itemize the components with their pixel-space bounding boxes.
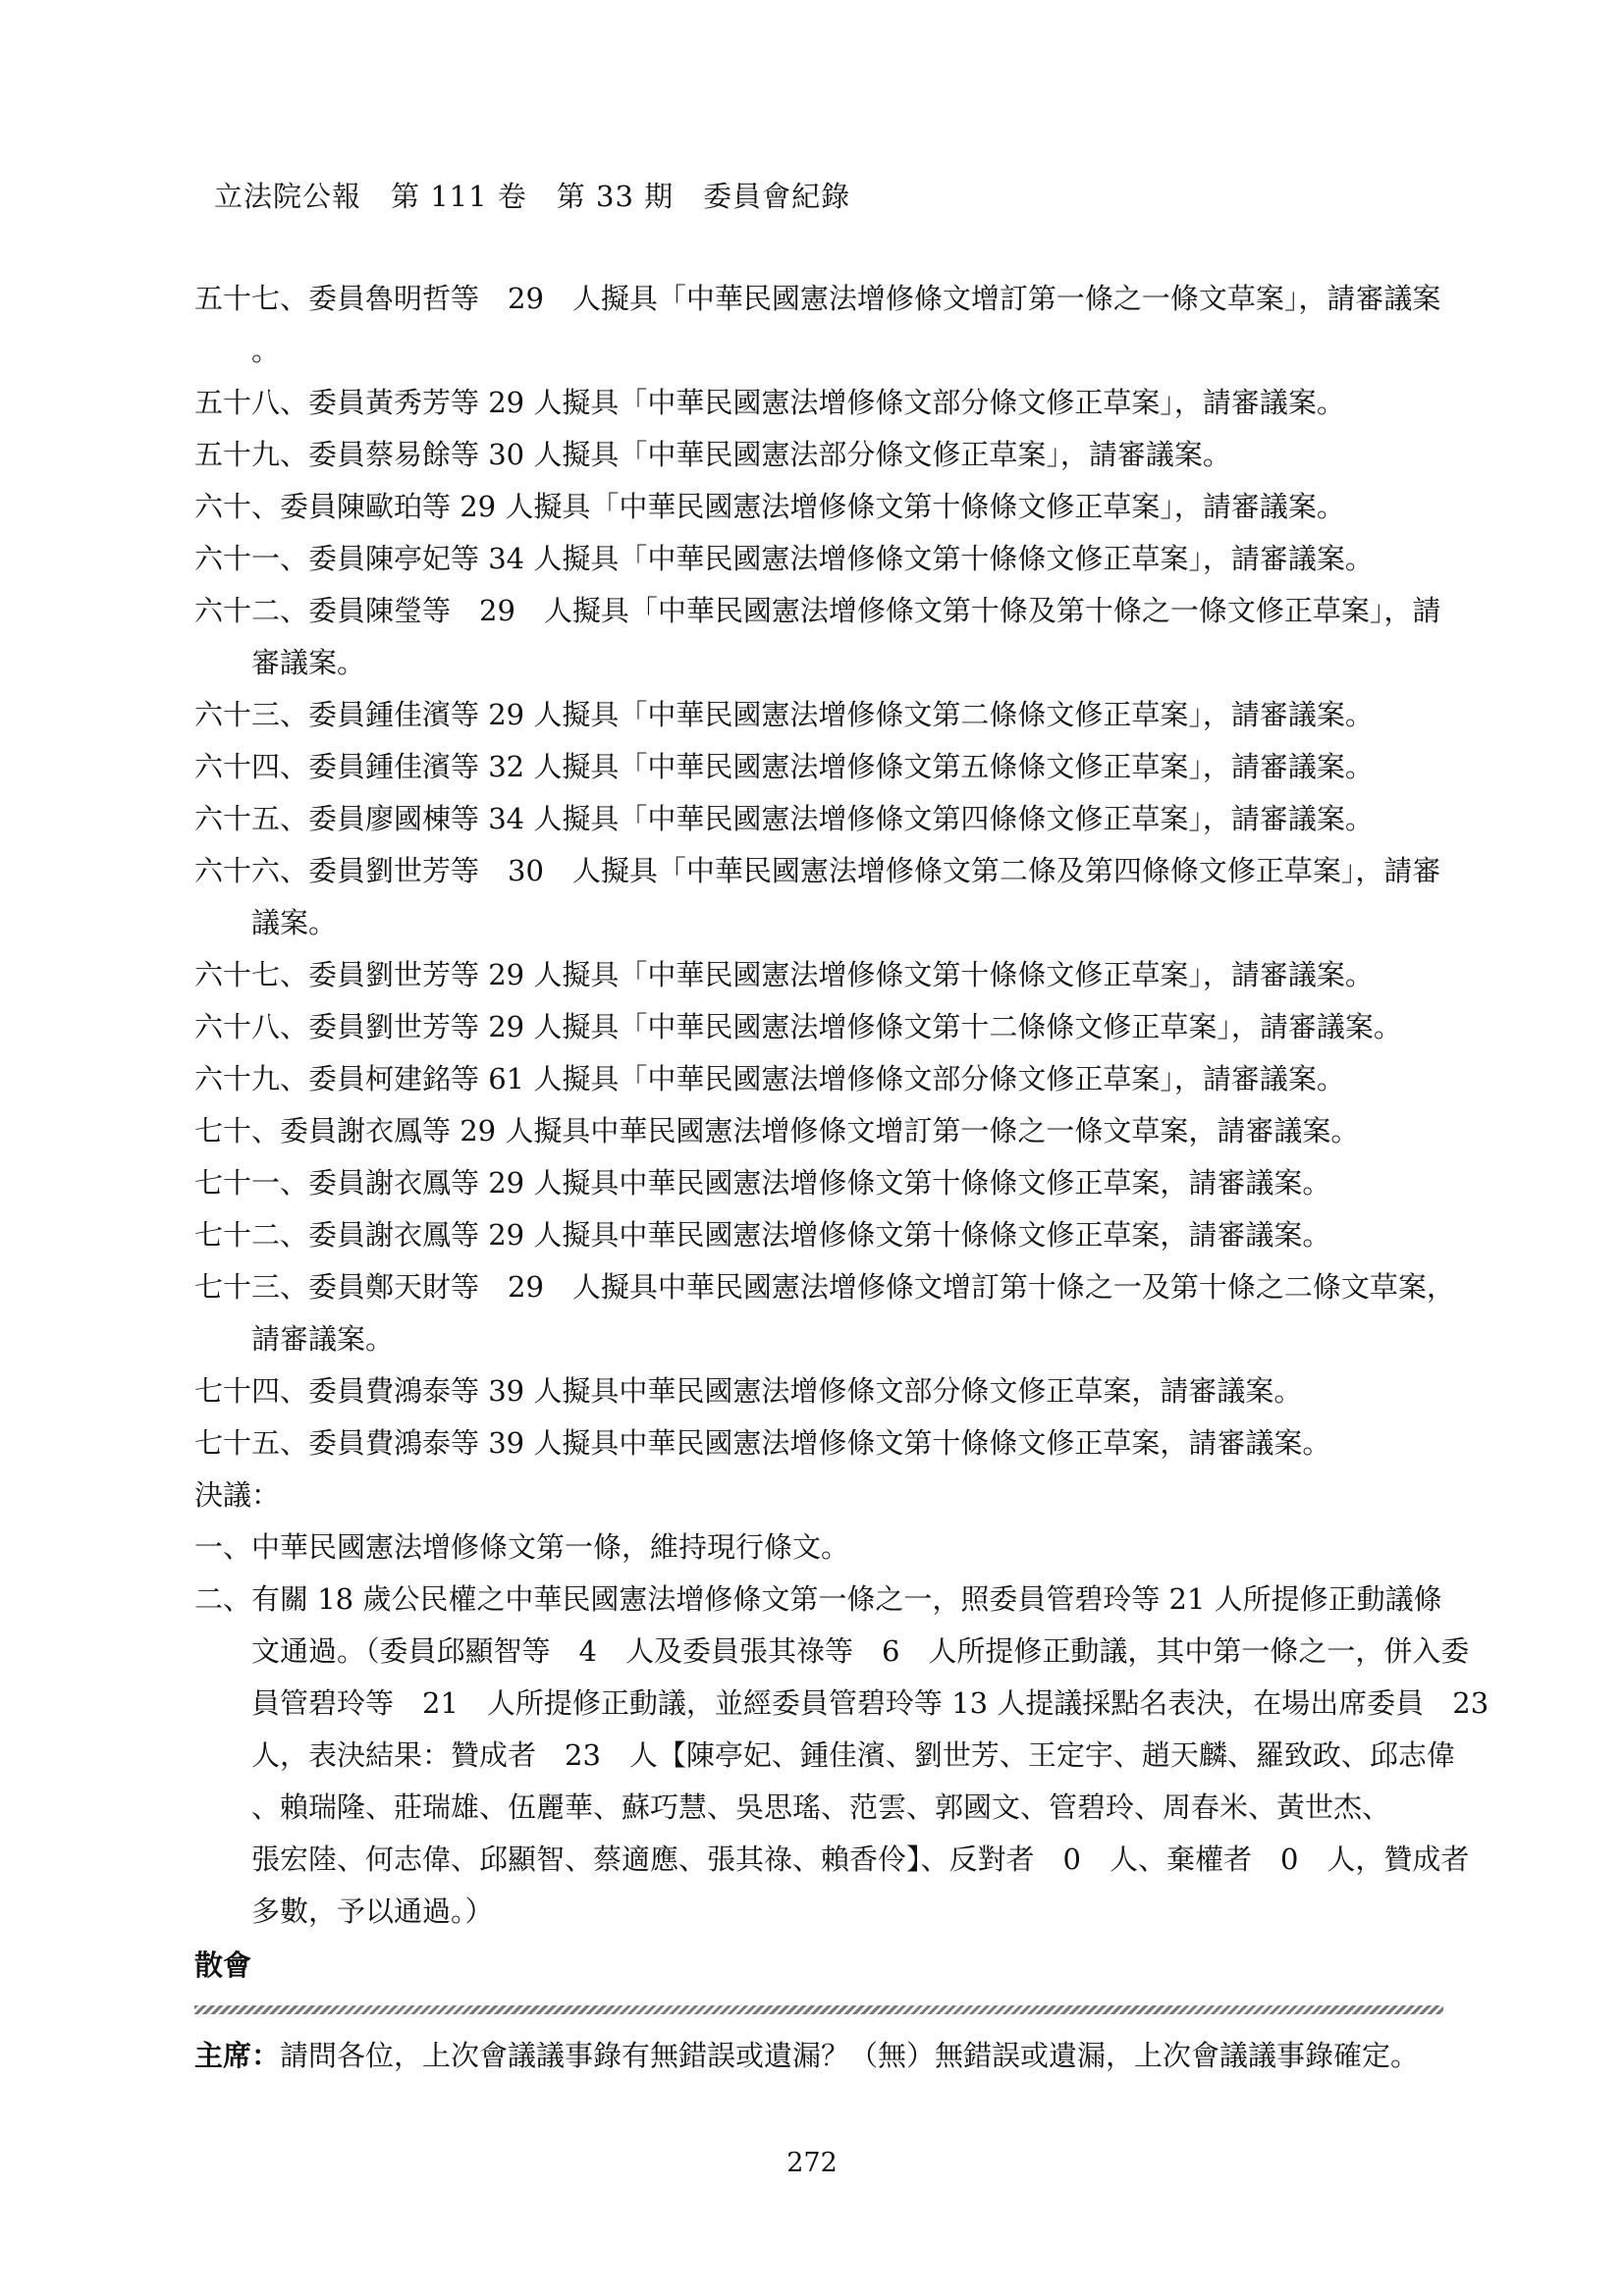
item-text: 六十三、委員鍾佳濱等 29 人擬具「中華民國憲法增修條文第二條條文修正草案」，請審議案。: [194, 698, 1374, 731]
chair-statement: [194, 2030, 1443, 2082]
agenda-item-68: [194, 1001, 1443, 1053]
agenda-item-60: [194, 481, 1443, 533]
item-continuation: 審議案。: [251, 646, 366, 679]
resolution-point-2: [194, 1574, 1489, 1938]
item-text: 六十五、委員廖國棟等 34 人擬具「中華民國憲法增修條文第四條條文修正草案」，請審議案。: [194, 802, 1374, 835]
agenda-item-59: [194, 429, 1443, 481]
agenda-item-71: [194, 1157, 1443, 1209]
resolution-continuation: 多數，予以通過。）: [251, 1895, 494, 1928]
agenda-item-64: [194, 741, 1443, 793]
resolution-continuation: 員管碧玲等 21 人所提修正動議，並經委員管碧玲等 13 人提議採點名表決，在場出席委員 23: [251, 1686, 1489, 1720]
resolution-continuation: 、賴瑞隆、莊瑞雄、伍麗華、蘇巧慧、吳思瑤、范雲、郭國文、管碧玲、周春米、黃世杰、: [251, 1790, 1391, 1824]
agenda-item-75: [194, 1417, 1443, 1469]
agenda-item-58: [194, 377, 1443, 429]
running-header: 立法院公報 第 111 卷 第 33 期 委員會紀錄: [214, 180, 851, 213]
item-text: 六十、委員陳歐珀等 29 人擬具「中華民國憲法增修條文第十條條文修正草案」，請審議案。: [194, 490, 1345, 523]
agenda-item-65: [194, 793, 1443, 845]
item-text: 七十、委員謝衣鳳等 29 人擬具中華民國憲法增修條文增訂第一條之一條文草案，請審議案。: [194, 1114, 1360, 1148]
agenda-item-63: [194, 689, 1443, 741]
agenda-item-66: [194, 845, 1443, 949]
resolution-continuation: 人，表決結果：贊成者 23 人【陳亭妃、鍾佳濱、劉世芳、王定宇、趙天麟、羅致政、邱志偉: [251, 1738, 1455, 1772]
item-text: 六十八、委員劉世芳等 29 人擬具「中華民國憲法增修條文第十二條條文修正草案」，請審議案。: [194, 1010, 1402, 1043]
speech-text: 請問各位，上次會議議事錄有無錯誤或遺漏？（無）無錯誤或遺漏，上次會議議事錄確定。: [280, 2039, 1420, 2072]
page-number: 272: [786, 2148, 838, 2178]
agenda-list: [194, 273, 1489, 2082]
item-continuation: 。: [251, 334, 281, 367]
item-text: 七十三、委員鄭天財等 29 人擬具中華民國憲法增修條文增訂第十條之一及第十條之二條文草案，: [194, 1270, 1455, 1304]
speaker-label: 主席：: [194, 2039, 281, 2072]
item-text: 六十一、委員陳亭妃等 34 人擬具「中華民國憲法增修條文第十條條文修正草案」，請審議案。: [194, 542, 1374, 575]
item-text: 七十五、委員費鴻泰等 39 人擬具中華民國憲法增修條文第十條條文修正草案，請審議案。: [194, 1426, 1331, 1460]
item-text: 五十八、委員黃秀芳等 29 人擬具「中華民國憲法增修條文部分條文修正草案」，請審議案。: [194, 386, 1345, 419]
resolution-continuation: 文通過。（委員邱顯智等 4 人及委員張其祿等 6 人所提修正動議，其中第一條之一，併入委: [251, 1634, 1470, 1668]
item-continuation: 請審議案。: [251, 1322, 395, 1356]
agenda-item-73: [194, 1261, 1455, 1365]
resolution-text: 二、有關 18 歲公民權之中華民國憲法增修條文第一條之一，照委員管碧玲等 21 人所提修正動議條: [194, 1582, 1442, 1616]
agenda-item-61: [194, 533, 1443, 585]
agenda-item-70: [194, 1105, 1443, 1157]
item-text: 七十二、委員謝衣鳳等 29 人擬具中華民國憲法增修條文第十條條文修正草案，請審議案。: [194, 1218, 1331, 1252]
item-text: 六十二、委員陳瑩等 29 人擬具「中華民國憲法增修條文第十條及第十條之一條文修正草案」，請: [194, 594, 1441, 627]
item-text: 六十九、委員柯建銘等 61 人擬具「中華民國憲法增修條文部分條文修正草案」，請審議案。: [194, 1062, 1345, 1095]
item-text: 六十四、委員鍾佳濱等 32 人擬具「中華民國憲法增修條文第五條條文修正草案」，請審議案。: [194, 750, 1374, 783]
item-text: 五十九、委員蔡易餘等 30 人擬具「中華民國憲法部分條文修正草案」，請審議案。: [194, 438, 1231, 471]
agenda-item-72: [194, 1209, 1443, 1261]
item-text: 五十七、委員魯明哲等 29 人擬具「中華民國憲法增修條文增訂第一條之一條文草案」，請審議案: [194, 282, 1441, 315]
item-text: 七十一、委員謝衣鳳等 29 人擬具中華民國憲法增修條文第十條條文修正草案，請審議案。: [194, 1166, 1331, 1200]
resolution-text: 一、中華民國憲法增修條文第一條，維持現行條文。: [194, 1530, 850, 1564]
resolution-point-1: [194, 1522, 1443, 1574]
resolution-label: 決議：: [194, 1478, 281, 1512]
agenda-item-57: [194, 273, 1443, 377]
agenda-item-69: [194, 1053, 1443, 1105]
section-divider: [194, 2005, 1443, 2014]
item-text: 七十四、委員費鴻泰等 39 人擬具中華民國憲法增修條文部分條文修正草案，請審議案。: [194, 1374, 1303, 1408]
adjourn-heading: 散會: [194, 1949, 252, 1982]
item-text: 六十六、委員劉世芳等 30 人擬具「中華民國憲法增修條文第二條及第四條條文修正草案」，請審: [194, 854, 1441, 887]
item-text: 六十七、委員劉世芳等 29 人擬具「中華民國憲法增修條文第十條條文修正草案」，請審議案。: [194, 958, 1374, 991]
agenda-item-62: [194, 585, 1443, 689]
agenda-item-67: [194, 949, 1443, 1001]
item-continuation: 議案。: [251, 906, 338, 939]
resolution-continuation: 張宏陸、何志偉、邱顯智、蔡適應、張其祿、賴香伶】、反對者 0 人、棄權者 0 人，贊成者: [251, 1842, 1470, 1876]
agenda-item-74: [194, 1365, 1443, 1417]
